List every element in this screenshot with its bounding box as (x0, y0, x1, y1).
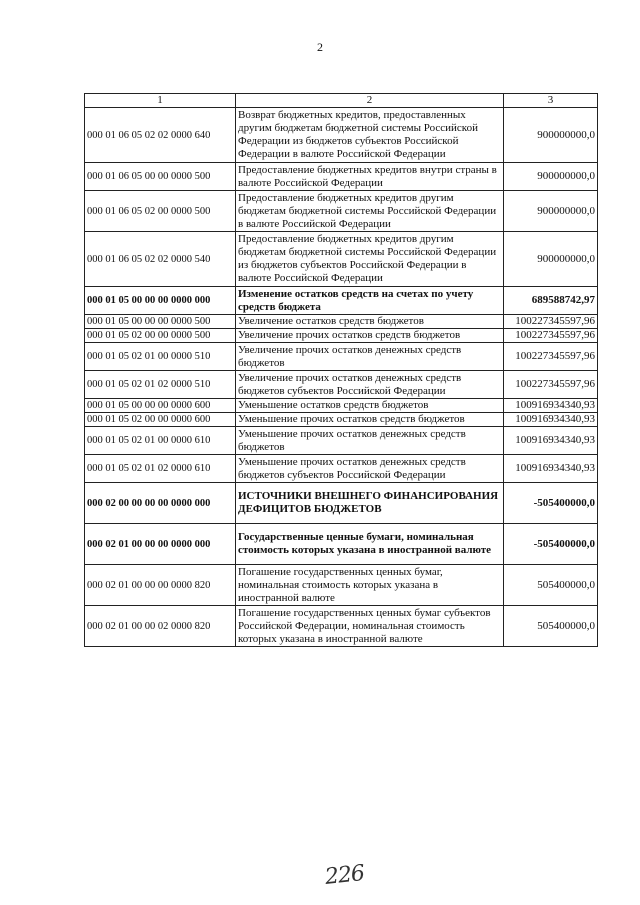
row-code-cell: 000 01 05 00 00 00 0000 000 (85, 287, 236, 315)
table-row (85, 163, 598, 191)
row-amount-cell: 900000000,0 (504, 191, 598, 232)
row-amount-cell: 689588742,97 (504, 287, 598, 315)
table-row (85, 232, 598, 287)
row-amount-cell: 900000000,0 (504, 232, 598, 287)
column-header-name: 2 (236, 94, 504, 108)
row-description-cell: Предоставление бюджетных кредитов другим бюджетам бюджетной системы Российской Федерации в валюте Российской Федерации (236, 191, 504, 232)
table-row (85, 329, 598, 343)
row-amount-cell: -505400000,0 (504, 524, 598, 565)
table-row (85, 524, 598, 565)
row-amount-cell: 100916934340,93 (504, 455, 598, 483)
page-number: 2 (317, 40, 323, 54)
budget-sources-table (84, 93, 598, 647)
row-description-cell: Увеличение прочих остатков средств бюджетов (236, 329, 504, 343)
row-code-cell: 000 02 01 00 00 00 0000 820 (85, 565, 236, 606)
table-row (85, 191, 598, 232)
row-code-cell: 000 02 00 00 00 00 0000 000 (85, 483, 236, 524)
row-amount-cell: 900000000,0 (504, 163, 598, 191)
table-row (85, 565, 598, 606)
table-row (85, 455, 598, 483)
row-code-cell: 000 01 05 02 01 00 0000 510 (85, 343, 236, 371)
row-description-cell: Уменьшение остатков средств бюджетов (236, 399, 504, 413)
row-code-cell: 000 01 05 02 00 00 0000 500 (85, 329, 236, 343)
row-amount-cell: 505400000,0 (504, 606, 598, 647)
row-amount-cell: 100916934340,93 (504, 399, 598, 413)
row-code-cell: 000 01 06 05 02 02 0000 540 (85, 232, 236, 287)
row-description-cell: Увеличение прочих остатков денежных средств бюджетов (236, 343, 504, 371)
table-row (85, 287, 598, 315)
table-row (85, 483, 598, 524)
row-description-cell: Изменение остатков средств на счетах по учету средств бюджета (236, 287, 504, 315)
column-header-amount: 3 (504, 94, 598, 108)
table-row (85, 399, 598, 413)
table-row (85, 315, 598, 329)
row-description-cell: Погашение государственных ценных бумаг субъектов Российской Федерации, номинальная стоимость которых указана в иностранной валюте (236, 606, 504, 647)
table-header-row (85, 94, 598, 108)
row-code-cell: 000 01 05 02 01 00 0000 610 (85, 427, 236, 455)
row-description-cell: Уменьшение прочих остатков денежных средств бюджетов (236, 427, 504, 455)
row-code-cell: 000 01 05 02 01 02 0000 610 (85, 455, 236, 483)
table-row (85, 427, 598, 455)
row-amount-cell: 100227345597,96 (504, 315, 598, 329)
table-row (85, 413, 598, 427)
row-code-cell: 000 01 06 05 02 00 0000 500 (85, 191, 236, 232)
row-description-cell: ИСТОЧНИКИ ВНЕШНЕГО ФИНАНСИРОВАНИЯ ДЕФИЦИТОВ БЮДЖЕТОВ (236, 483, 504, 524)
row-code-cell: 000 01 05 02 00 00 0000 600 (85, 413, 236, 427)
row-description-cell: Предоставление бюджетных кредитов другим бюджетам бюджетной системы Российской Федерации из бюджетов субъектов Российской Федерации в валюте Российской Федерации (236, 232, 504, 287)
table-row (85, 108, 598, 163)
row-amount-cell: 100916934340,93 (504, 427, 598, 455)
row-description-cell: Погашение государственных ценных бумаг, номинальная стоимость которых указана в иностранной валюте (236, 565, 504, 606)
row-amount-cell: 900000000,0 (504, 108, 598, 163)
row-amount-cell: 505400000,0 (504, 565, 598, 606)
row-amount-cell: -505400000,0 (504, 483, 598, 524)
row-description-cell: Уменьшение прочих остатков денежных средств бюджетов субъектов Российской Федерации (236, 455, 504, 483)
row-amount-cell: 100227345597,96 (504, 371, 598, 399)
row-description-cell: Предоставление бюджетных кредитов внутри страны в валюте Российской Федерации (236, 163, 504, 191)
table-row (85, 606, 598, 647)
row-amount-cell: 100227345597,96 (504, 343, 598, 371)
row-code-cell: 000 02 01 00 00 02 0000 820 (85, 606, 236, 647)
row-code-cell: 000 01 05 00 00 00 0000 600 (85, 399, 236, 413)
row-description-cell: Увеличение прочих остатков денежных средств бюджетов субъектов Российской Федерации (236, 371, 504, 399)
row-description-cell: Возврат бюджетных кредитов, предоставленных другим бюджетам бюджетной системы Российской Федерации из бюджетов субъектов Российской Федерации в валюте Российской Федерации (236, 108, 504, 163)
row-description-cell: Государственные ценные бумаги, номинальная стоимость которых указана в иностранной валюте (236, 524, 504, 565)
row-code-cell: 000 01 05 02 01 02 0000 510 (85, 371, 236, 399)
row-description-cell: Увеличение остатков средств бюджетов (236, 315, 504, 329)
row-code-cell: 000 02 01 00 00 00 0000 000 (85, 524, 236, 565)
table-row (85, 371, 598, 399)
column-header-code: 1 (85, 94, 236, 108)
table-row (85, 343, 598, 371)
row-description-cell: Уменьшение прочих остатков средств бюджетов (236, 413, 504, 427)
row-code-cell: 000 01 06 05 00 00 0000 500 (85, 163, 236, 191)
row-amount-cell: 100227345597,96 (504, 329, 598, 343)
row-amount-cell: 100916934340,93 (504, 413, 598, 427)
handwritten-sheet-number: 226 (323, 861, 366, 890)
row-code-cell: 000 01 06 05 02 02 0000 640 (85, 108, 236, 163)
row-code-cell: 000 01 05 00 00 00 0000 500 (85, 315, 236, 329)
